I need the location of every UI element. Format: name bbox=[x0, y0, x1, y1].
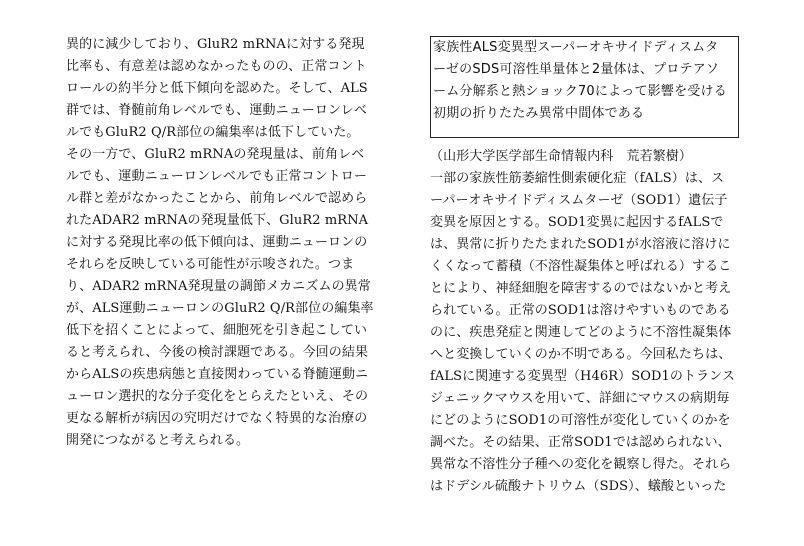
article-title-line: 家族性ALS変異型スーパーオキサイドディスムタ bbox=[433, 40, 719, 55]
affiliation-text: （山形大学医学部生命情報内科 荒若繁樹） bbox=[430, 149, 693, 164]
text-line: ルでも、運動ニューロンレベルでも正常コントロー bbox=[66, 169, 367, 184]
text-line: それらを反映している可能性が示唆された。つま bbox=[66, 257, 355, 272]
text-line: その一方で、GluR2 mRNAの発現量は、前角レベ bbox=[66, 147, 365, 162]
article-title-line: ーゼのSDS可溶性単量体と2量体は、プロテアソ bbox=[433, 62, 720, 77]
text-line: が、ALS運動ニューロンのGluR2 Q/R部位の編集率 bbox=[66, 301, 374, 316]
text-line: 異常な不溶性分子種への変化を観察し得た。それら bbox=[430, 457, 732, 472]
text-line: り、ADAR2 mRNA発現量の調節メカニズムの異常 bbox=[66, 279, 371, 294]
text-line: ル群と差がなかったことから、前角レベルで認めら bbox=[66, 191, 368, 206]
text-line: 変異を原因とする。SOD1変異に起因するfALSで bbox=[430, 215, 724, 230]
text-line: からALSの疾患病態と直接関わっている脊髄運動ニ bbox=[66, 367, 369, 382]
text-line: ルでもGluR2 Q/R部位の編集率は低下していた。 bbox=[66, 125, 360, 140]
text-line: にどのようにSOD1の可溶性が変化していくのかを bbox=[430, 413, 731, 428]
text-line: とにより、神経細胞を障害するのではないかと考え bbox=[430, 281, 732, 296]
author-affiliation bbox=[430, 146, 742, 168]
text-line: 調べた。その結果、正常SOD1では認められない、 bbox=[430, 435, 731, 450]
right-column-text bbox=[430, 168, 742, 498]
text-line: ーパーオキサイドディスムターゼ（SOD1）遺伝子 bbox=[430, 193, 728, 208]
article-title-line: ーム分解系と熱ショック70によって影響を受ける bbox=[433, 84, 727, 99]
left-column-text bbox=[66, 34, 384, 452]
text-line: fALSに関連する変異型（H46R）SOD1のトランス bbox=[430, 369, 735, 384]
text-line: くくなって蓄積（不溶性凝集体と呼ばれる）するこ bbox=[430, 259, 732, 274]
article-title-box bbox=[430, 36, 739, 138]
text-line: 群では、脊髄前角レベルでも、運動ニューロンレベ bbox=[66, 103, 367, 118]
text-line: はドデシル硫酸ナトリウム（SDS）、蟻酸といった bbox=[430, 479, 727, 494]
text-line: 比率も、有意差は認めなかったものの、正常コント bbox=[66, 59, 367, 74]
article-title-line: 初期の折りたたみ異常中間体である bbox=[433, 106, 645, 121]
text-line: ロールの約半分と低下傾向を認めた。そして、ALS bbox=[66, 81, 368, 96]
text-line: 一部の家族性筋萎縮性側索硬化症（fALS）は、ス bbox=[430, 171, 725, 186]
text-line: 低下を招くことによって、細胞死を引き起こしてい bbox=[66, 323, 368, 338]
text-line: れたADAR2 mRNAの発現量低下、GluR2 mRNA bbox=[66, 213, 369, 228]
text-line: に対する発現比率の低下傾向は、運動ニューロンの bbox=[66, 235, 368, 250]
text-line: 異的に減少しており、GluR2 mRNAに対する発現 bbox=[66, 37, 365, 52]
text-line: へと変換していくのか不明である。今回私たちは、 bbox=[430, 347, 732, 362]
text-line: ューロン選択的な分子変化をとらえたといえ、その bbox=[66, 389, 369, 404]
text-line: 更なる解析が病因の究明だけでなく特異的な治療の bbox=[66, 411, 368, 426]
text-line: のに、疾患発症と関連してどのように不溶性凝集体 bbox=[430, 325, 732, 340]
text-line: られている。正常のSOD1は溶けやすいものである bbox=[430, 303, 731, 318]
text-line: ジェニックマウスを用いて、詳細にマウスの病期毎 bbox=[430, 391, 730, 406]
text-line: は、異常に折りたたまれたSOD1が水溶液に溶けに bbox=[430, 237, 731, 252]
text-line: 開発につながると考えられる。 bbox=[66, 433, 250, 448]
text-line: ると考えられ、今後の検討課題である。今回の結果 bbox=[66, 345, 369, 360]
